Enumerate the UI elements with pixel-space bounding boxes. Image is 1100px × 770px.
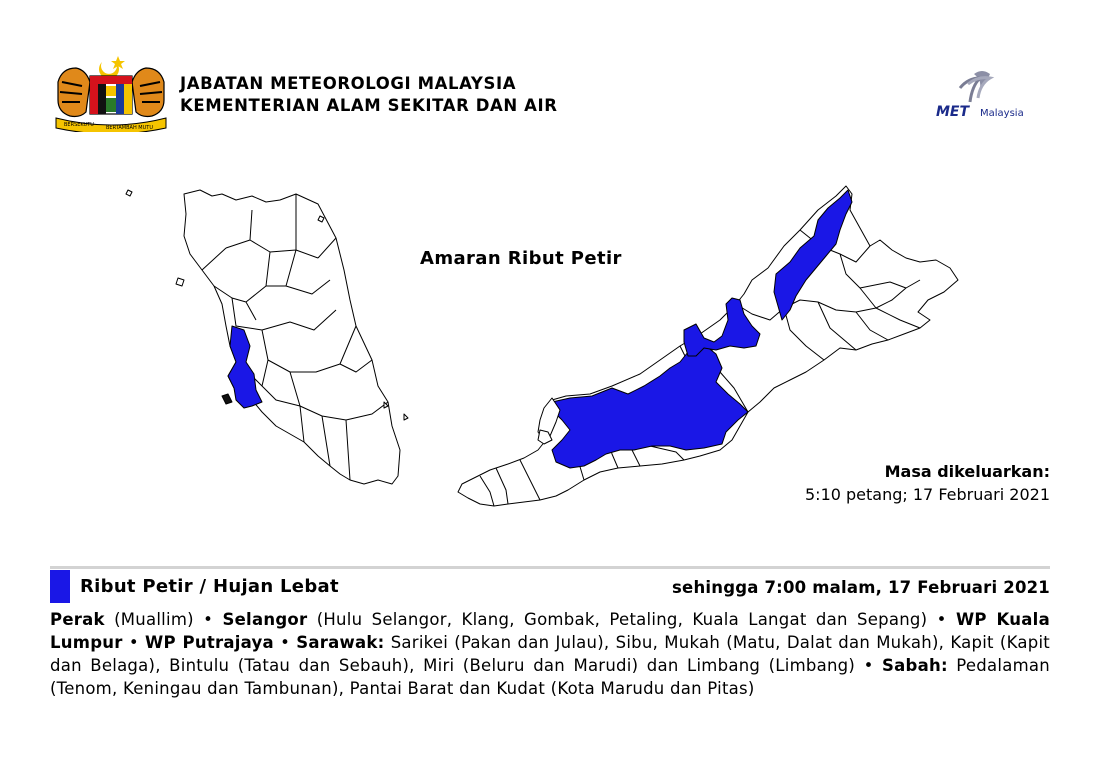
org-name-line-2: KEMENTERIAN ALAM SEKITAR DAN AIR — [180, 96, 558, 115]
bullet: • — [203, 610, 214, 629]
malaysia-coat-of-arms-icon — [50, 52, 172, 132]
bullet: • — [128, 633, 139, 652]
svg-text:MET: MET — [936, 104, 970, 120]
bullet: • — [936, 610, 947, 629]
legend-label: Ribut Petir / Hujan Lebat — [80, 576, 339, 597]
map-title: Amaran Ribut Petir — [420, 248, 622, 269]
legend-swatch — [50, 570, 70, 603]
state-name: Sarawak: — [296, 633, 385, 652]
affected-areas-text — [50, 608, 1050, 700]
met-malaysia-logo-icon — [930, 68, 1050, 120]
legend-valid-until: sehingga 7:00 malam, 17 Februari 2021 — [672, 578, 1050, 597]
state-name: WP Putrajaya — [145, 633, 274, 652]
org-name-line-1: JABATAN METEOROLOGI MALAYSIA — [180, 74, 517, 93]
bullet: • — [280, 633, 291, 652]
state-areas: (Muallim) — [114, 610, 194, 629]
svg-text:Malaysia: Malaysia — [980, 108, 1024, 119]
state-name: Perak — [50, 610, 105, 629]
issued-time-value: 5:10 petang; 17 Februari 2021 — [805, 485, 1050, 504]
state-name: Sabah: — [882, 656, 948, 675]
divider — [50, 566, 1050, 569]
bullet: • — [863, 656, 874, 675]
state-areas: Pedalaman (Tenom, Keningau dan Tambunan), Pantai Barat dan Kudat (Kota Marudu dan Pitas) — [50, 656, 1050, 698]
state-name: WP Kuala Lumpur — [50, 610, 1050, 652]
svg-text:BERSEKUTU: BERSEKUTU — [64, 122, 94, 128]
state-areas: Sarikei (Pakan dan Julau), Sibu, Mukah (Matu, Dalat dan Mukah), Kapit (Kapit dan Belaga), Bintulu (Tatau dan Sebauh), Miri (Beluru dan Marudi) dan Limbang (Limbang) — [50, 633, 1051, 675]
state-areas: (Hulu Selangor, Klang, Gombak, Petaling, Kuala Langat dan Sepang) — [316, 610, 928, 629]
peninsular-malaysia — [184, 190, 400, 484]
issued-time-label: Masa dikeluarkan: — [884, 462, 1050, 481]
svg-text:BERTAMBAH MUTU: BERTAMBAH MUTU — [106, 125, 153, 131]
state-name: Selangor — [222, 610, 308, 629]
